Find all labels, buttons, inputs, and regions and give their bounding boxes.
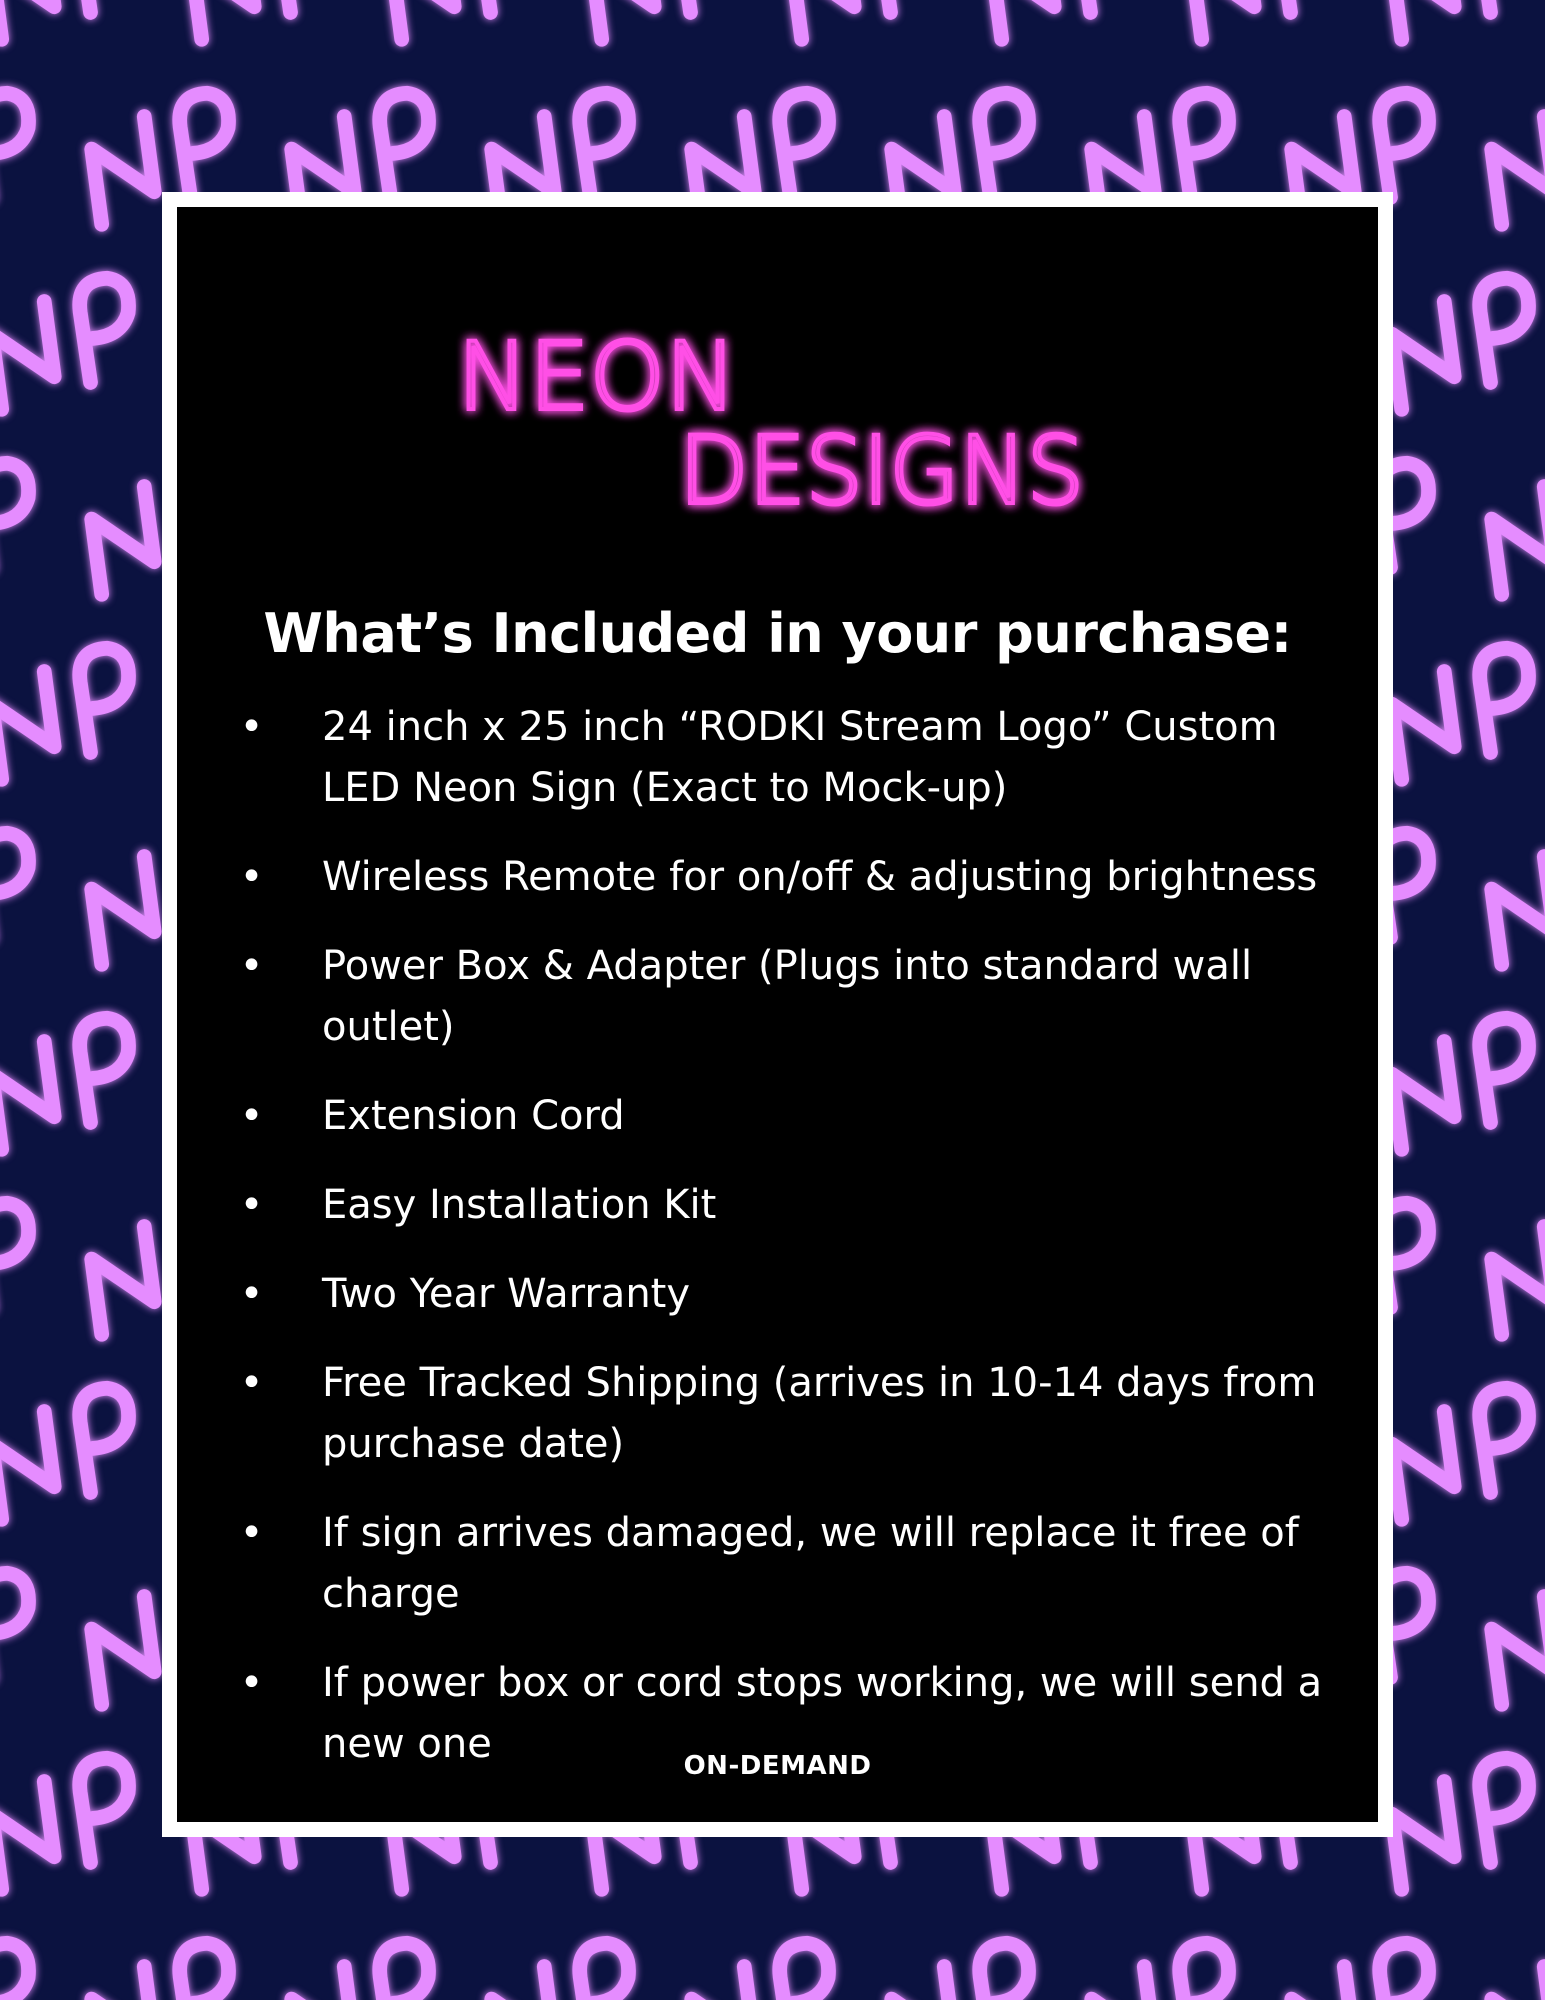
list-item-text: 24 inch x 25 inch “RODKI Stream Logo” Custom LED Neon Sign (Exact to Mock-up): [322, 704, 1278, 811]
purchase-info-card: [162, 192, 1393, 1837]
logo-word-designs: DESIGNS: [679, 417, 1084, 526]
list-item: [229, 847, 1359, 908]
bullet-icon: •: [239, 1660, 264, 1706]
bullet-icon: •: [239, 1182, 264, 1228]
list-item-text: If power box or cord stops working, we will send a new one: [322, 1660, 1323, 1767]
list-item-text: Easy Installation Kit: [322, 1182, 717, 1228]
bullet-icon: •: [239, 1360, 264, 1406]
bullet-icon: •: [239, 704, 264, 750]
logo-word-neon: NEON: [457, 323, 737, 432]
list-item: [229, 936, 1359, 1058]
bullet-icon: •: [239, 943, 264, 989]
bullet-icon: •: [239, 1271, 264, 1317]
list-item-text: Free Tracked Shipping (arrives in 10-14 days from purchase date): [322, 1360, 1317, 1467]
list-item-text: Extension Cord: [322, 1093, 625, 1139]
list-item: [229, 1175, 1359, 1236]
bullet-icon: •: [239, 1093, 264, 1139]
bullet-icon: •: [239, 1510, 264, 1556]
list-item: [229, 1264, 1359, 1325]
list-item: [229, 697, 1359, 819]
included-items-list: [229, 697, 1359, 1803]
bullet-icon: •: [239, 854, 264, 900]
list-item-text: Power Box & Adapter (Plugs into standard wall outlet): [322, 943, 1253, 1050]
list-item-text: Wireless Remote for on/off & adjusting brightness: [322, 854, 1318, 900]
list-item-text: If sign arrives damaged, we will replace it free of charge: [322, 1510, 1299, 1617]
included-heading: What’s Included in your purchase:: [263, 602, 1292, 665]
on-demand-tag: ON-DEMAND: [683, 1751, 872, 1781]
neon-designs-logo: [447, 307, 1107, 567]
list-item: [229, 1503, 1359, 1625]
list-item: [229, 1353, 1359, 1475]
list-item-text: Two Year Warranty: [322, 1271, 691, 1317]
list-item: [229, 1086, 1359, 1147]
